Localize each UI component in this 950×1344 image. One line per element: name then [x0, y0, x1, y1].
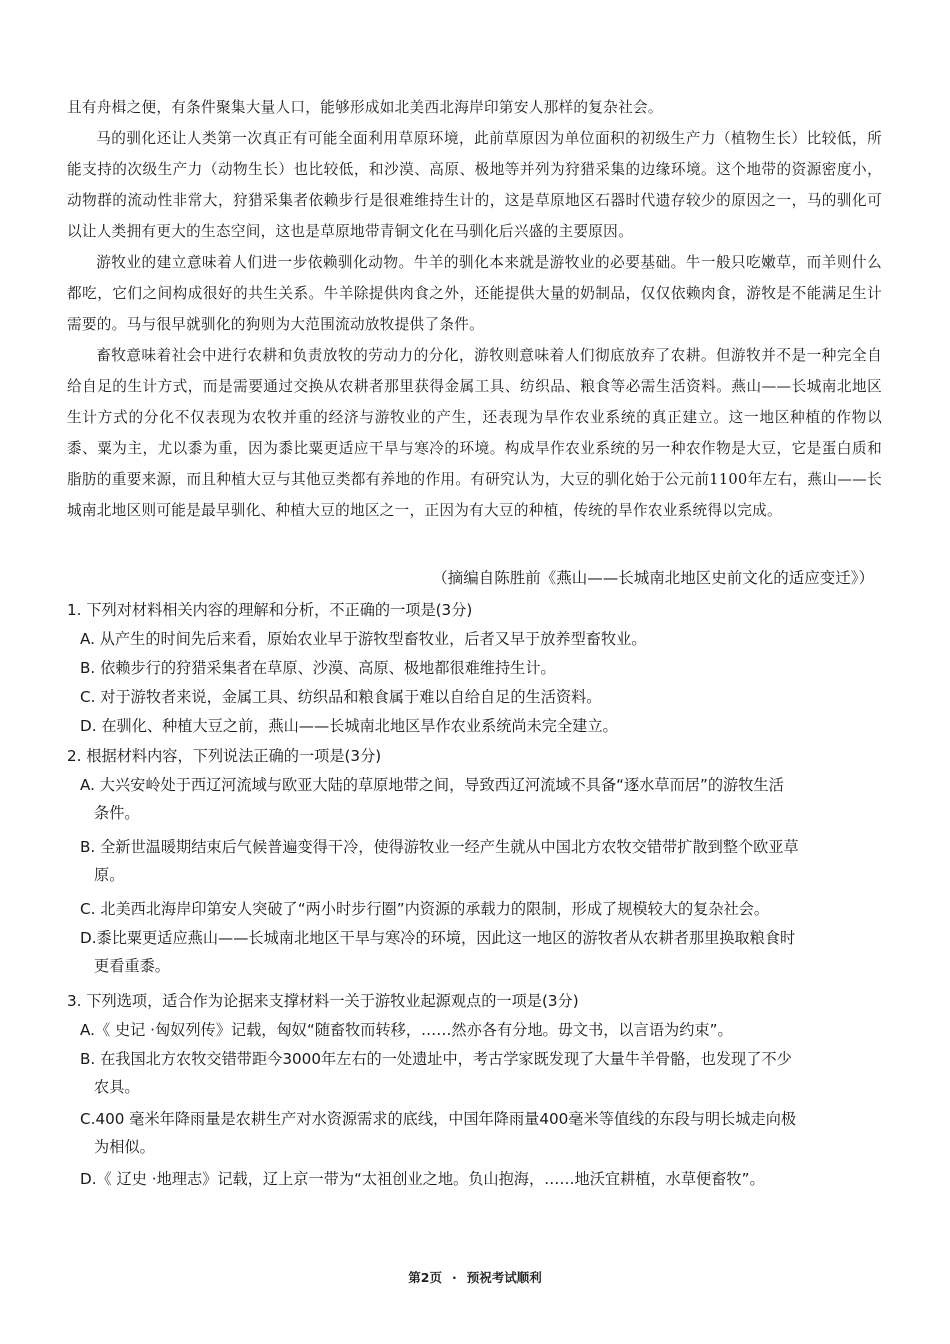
option-d — [80, 924, 887, 980]
option-text: 依赖步行的狩猎采集者在草原、沙漠、高原、极地都很难维持生计。 — [100, 659, 556, 677]
footer-separator: · — [451, 1270, 457, 1285]
passage-paragraph: 畜牧意味着社会中进行农耕和负责放牧的劳动力的分化，游牧则意味着人们彻底放弃了农耕。但游牧并不是一种完全自给自足的生计方式，而是需要通过交换从农耕者那里获得金属工具、纺织品、粮食等必需生活资料。燕山——长城南北地区生计方式的分化不仅表现为农牧并重的经济与游牧业的产生，还表现为旱作农业系统的真正建立。这一地区种植的作物以黍、粟为主，尤以黍为重，因为黍比粟更适应干旱与寒冷的环境。构成旱作农业系统的另一种农作物是大豆，它是蛋白质和脂肪的重要来源，而且种植大豆与其他豆类都有养地的作用。有研究认为，大豆的驯化始于公元前1100年左右，燕山——长城南北地区则可能是最早驯化、种植大豆的地区之一，正因为有大豆的种植，传统的旱作农业系统得以完成。 — [67, 347, 882, 519]
option-text: 《 史记 ·匈奴列传》记载，匈奴“随畜牧而转移，……然亦各有分地。毋文书，以言语为约束”。 — [94, 1021, 733, 1039]
option-label: C. — [80, 900, 96, 918]
option-d — [80, 1165, 887, 1194]
option-d — [80, 712, 887, 741]
option-text: 全新世温暖期结束后气候普遍变得干冷，使得游牧业一经产生就从中国北方农牧交错带扩散到整个欧亚草 — [100, 838, 799, 856]
question-stem: 2. 根据材料内容，下列说法正确的一项是(3分) — [67, 747, 382, 765]
option-text-continued: 更看重黍。 — [94, 957, 170, 975]
footer-wish: 预祝考试顺利 — [466, 1270, 542, 1285]
option-label: B. — [80, 838, 96, 856]
option-label: B. — [80, 1050, 96, 1068]
option-c — [80, 1105, 887, 1161]
question-1 — [67, 595, 887, 741]
passage-paragraph: 且有舟楫之便，有条件聚集大量人口，能够形成如北美西北海岸印第安人那样的复杂社会。 — [67, 99, 663, 116]
option-text-continued: 农具。 — [94, 1078, 140, 1096]
option-a — [80, 1016, 887, 1045]
option-text: 400 毫米年降雨量是农耕生产对水资源需求的底线，中国年降雨量400毫米等值线的东段与明长城走向极 — [95, 1110, 797, 1128]
option-label: D. — [80, 717, 97, 735]
passage-paragraph: 游牧业的建立意味着人们进一步依赖驯化动物。牛羊的驯化本来就是游牧业的必要基础。牛一般只吃嫩草，而羊则什么都吃，它们之间构成很好的共生关系。牛羊除提供肉食之外，还能提供大量的奶制品，仅仅依赖肉食，游牧是不能满足生计需要的。马与很早就驯化的狗则为大范围流动放牧提供了条件。 — [67, 254, 882, 333]
option-text: 《 辽史 ·地理志》记载，辽上京一带为“太祖创业之地。负山抱海，……地沃宜耕植，水草便畜牧”。 — [96, 1170, 765, 1188]
question-stem: 3. 下列选项，适合作为论据来支撑材料一关于游牧业起源观点的一项是(3分) — [67, 992, 579, 1010]
option-c — [80, 895, 887, 924]
option-text-continued: 为相似。 — [94, 1138, 155, 1156]
option-text: 北美西北海岸印第安人突破了“两小时步行圈”内资源的承载力的限制，形成了规模较大的复杂社会。 — [100, 900, 770, 918]
option-text-continued: 原。 — [94, 866, 125, 884]
option-b — [80, 1045, 887, 1101]
passage-paragraph: 马的驯化还让人类第一次真正有可能全面利用草原环境，此前草原因为单位面积的初级生产力（植物生长）比较低，所能支持的次级生产力（动物生长）也比较低，和沙漠、高原、极地等并列为狩猎采集的边缘环境。这个地带的资源密度小，动物群的流动性非常大，狩猎采集者依赖步行是很难维持生计的，这是草原地区石器时代遗存较少的原因之一，马的驯化可以让人类拥有更大的生态空间，这也是草原地带青铜文化在马驯化后兴盛的主要原因。 — [67, 130, 882, 240]
option-label: B. — [80, 659, 96, 677]
option-text: 在驯化、种植大豆之前，燕山——长城南北地区旱作农业系统尚未完全建立。 — [101, 717, 618, 735]
option-text: 黍比粟更适应燕山——长城南北地区干旱与寒冷的环境，因此这一地区的游牧者从农耕者那里换取粮食时 — [96, 929, 796, 947]
option-label: D. — [80, 1170, 97, 1188]
option-label: C. — [80, 1110, 96, 1128]
option-a — [80, 625, 887, 654]
option-text: 对于游牧者来说，金属工具、纺织品和粮食属于难以自给自足的生活资料。 — [100, 688, 602, 706]
option-label: D. — [80, 929, 97, 947]
question-stem: 1. 下列对材料相关内容的理解和分析，不正确的一项是(3分) — [67, 601, 473, 619]
question-list — [67, 595, 887, 1194]
option-c — [80, 683, 887, 712]
option-a — [80, 771, 887, 827]
option-label: A. — [80, 1021, 95, 1039]
page-footer — [0, 1268, 950, 1286]
option-label: A. — [80, 776, 95, 794]
option-text: 大兴安岭处于西辽河流域与欧亚大陆的草原地带之间，导致西辽河流域不具备“逐水草而居”的游牧生活 — [99, 776, 784, 794]
option-text: 从产生的时间先后来看，原始农业早于游牧型畜牧业，后者又早于放养型畜牧业。 — [99, 630, 647, 648]
option-b — [80, 833, 887, 889]
option-b — [80, 654, 887, 683]
page-number: 第2页 — [408, 1270, 442, 1285]
option-label: C. — [80, 688, 96, 706]
question-3 — [67, 986, 887, 1194]
option-text: 在我国北方农牧交错带距今3000年左右的一处遗址中，考古学家既发现了大量牛羊骨骼，也发现了不少 — [100, 1050, 792, 1068]
question-2 — [67, 741, 887, 980]
passage-source-citation: （摘编自陈胜前《燕山——长城南北地区史前文化的适应变迁》） — [432, 569, 874, 587]
option-text-continued: 条件。 — [94, 804, 140, 822]
option-label: A. — [80, 630, 95, 648]
reading-passage — [67, 92, 882, 526]
